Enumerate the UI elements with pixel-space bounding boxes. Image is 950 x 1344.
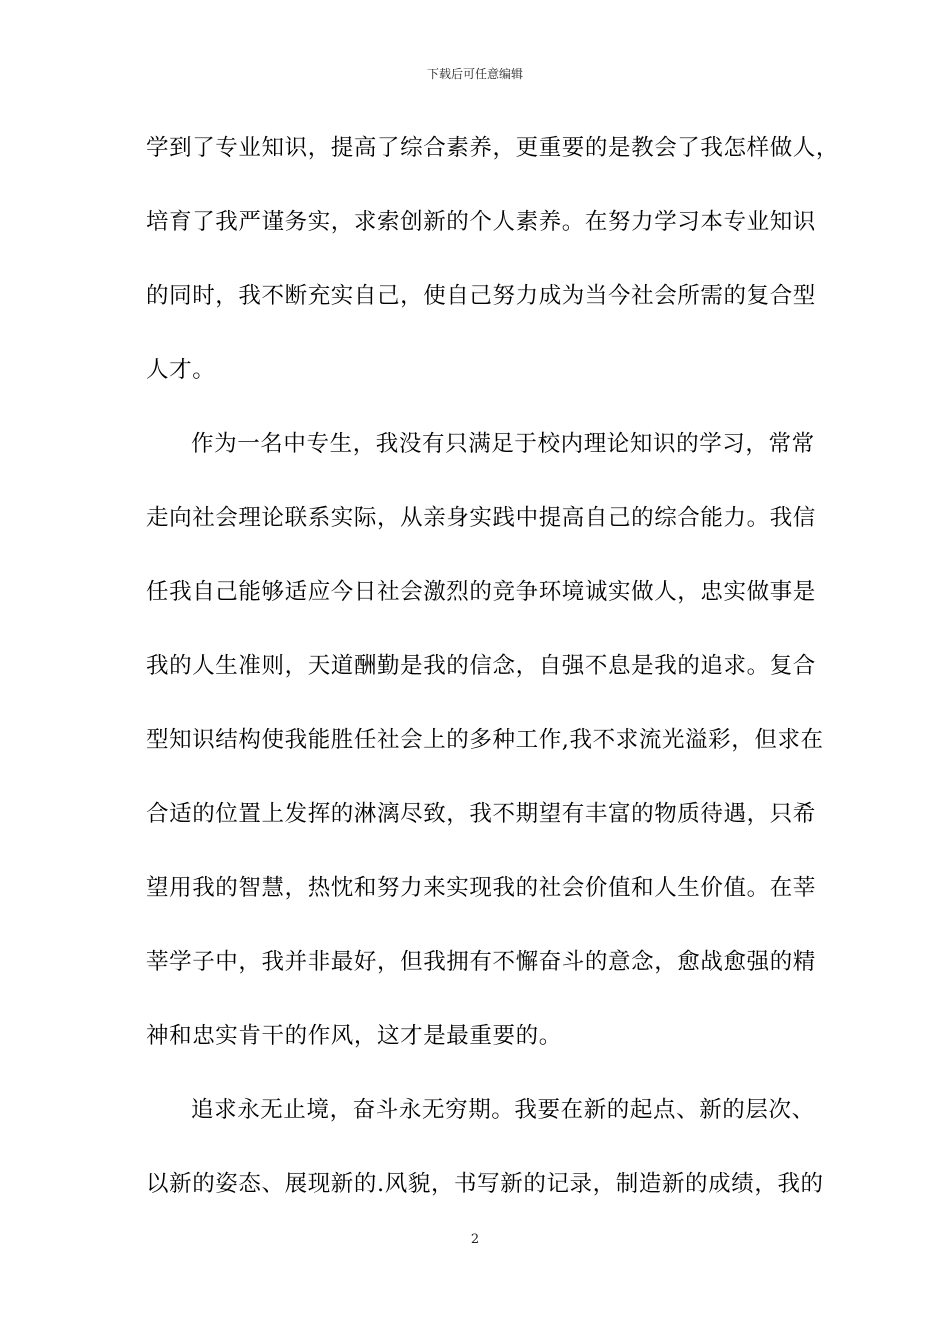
text-line: 望用我的智慧，热忱和努力来实现我的社会价值和人生价值。在莘 (146, 875, 816, 901)
text-line: 人才。 (146, 357, 216, 383)
text-line: 我的人生准则，天道酬勤是我的信念，自强不息是我的追求。复合 (146, 653, 816, 679)
page-header: 下载后可任意编辑 (426, 67, 523, 81)
text-line: 型知识结构使我能胜任社会上的多种工作,我不求流光溢彩，但求在 (146, 727, 824, 753)
text-line: 莘学子中，我并非最好，但我拥有不懈奋斗的意念，愈战愈强的精 (146, 949, 816, 975)
text-line: 合适的位置上发挥的淋漓尽致，我不期望有丰富的物质待遇，只希 (146, 801, 816, 827)
paragraph-first-line: 作为一名中专生，我没有只满足于校内理论知识的学习，常常 (191, 431, 815, 457)
text-line: 培育了我严谨务实，求索创新的个人素养。在努力学习本专业知识 (146, 209, 816, 235)
document-body (146, 126, 840, 1236)
text-line: 以新的姿态、展现新的.风貌，书写新的记录，制造新的成绩，我的 (146, 1171, 824, 1197)
text-line: 任我自己能够适应今日社会激烈的竞争环境诚实做人，忠实做事是 (146, 579, 816, 605)
page-number: 2 (470, 1232, 480, 1247)
text-line: 学到了专业知识，提高了综合素养，更重要的是教会了我怎样做人， (146, 135, 840, 161)
text-line: 的同时，我不断充实自己，使自己努力成为当今社会所需的复合型 (146, 283, 816, 309)
paragraph-first-line: 追求永无止境，奋斗永无穷期。我要在新的起点、新的层次、 (191, 1097, 815, 1123)
text-line: 神和忠实肯干的作风，这才是最重要的。 (146, 1023, 562, 1049)
text-line: 走向社会理论联系实际，从亲身实践中提高自己的综合能力。我信 (146, 505, 816, 531)
